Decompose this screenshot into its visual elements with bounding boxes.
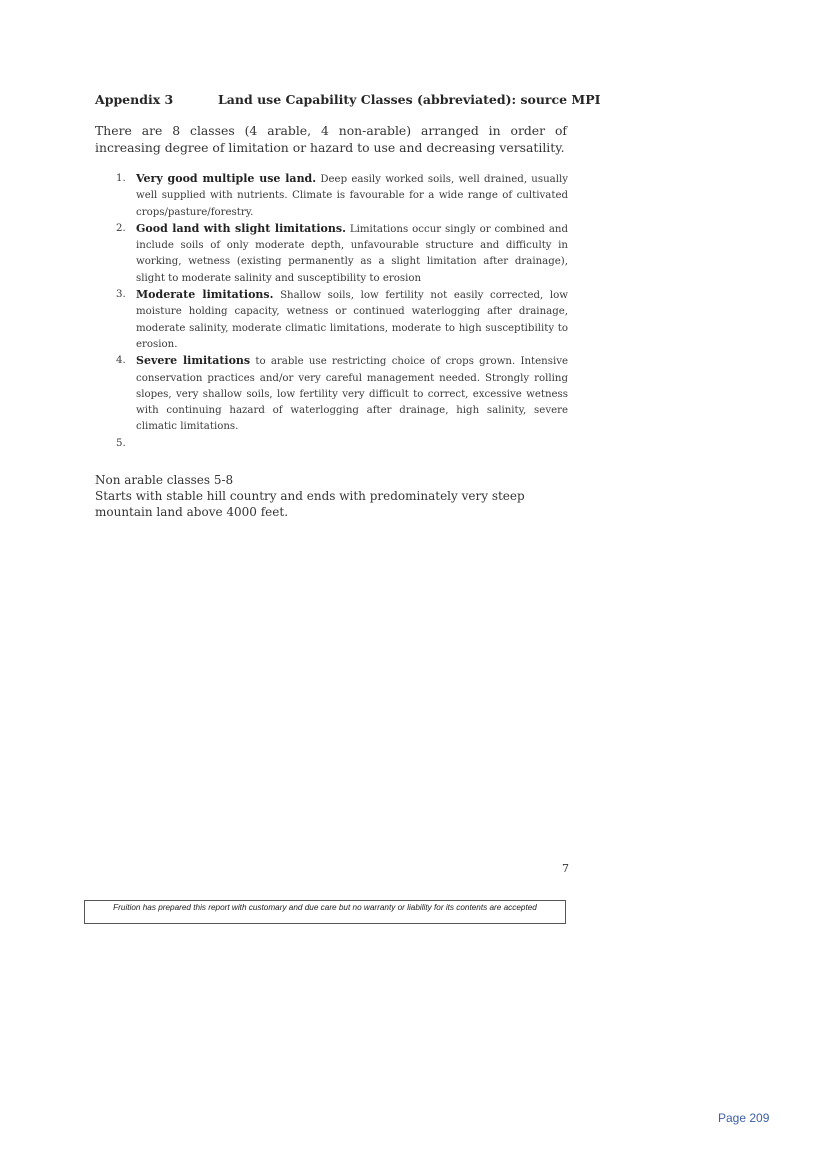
list-item-text: Limitations occur singly or combined and include soils of only moderate depth, unfavourable structure and difficulty in working, wetness (existing permanently as a slight limitation after drainage), slight to moderate salinity and susceptibility to erosion <box>136 223 568 284</box>
list-item-number: 4. <box>116 355 126 367</box>
list-item-text: Deep easily worked soils, well drained, usually well supplied with nutrients. Climate is favourable for a wide range of cultivated crops/pasture/forestry. <box>136 174 569 218</box>
appendix-title: Land use Capability Classes (abbreviated): source MPI <box>218 92 601 107</box>
list-item <box>110 221 568 287</box>
list-item-title: Severe limitations <box>136 354 251 368</box>
disclaimer-box: Fruition has prepared this report with customary and due care but no warranty or liability for its contents are accepted <box>84 900 566 924</box>
list-item-number: 2. <box>116 222 126 234</box>
capability-class-list <box>110 171 568 453</box>
appendix-heading <box>95 92 601 107</box>
non-arable-text: Starts with stable hill country and ends with predominately very steep mountain land above 4000 feet. <box>95 489 525 519</box>
document-page-number: 7 <box>562 862 569 875</box>
intro-paragraph: There are 8 classes (4 arable, 4 non-arable) arranged in order of increasing degree of limitation or hazard to use and decreasing versatility. <box>95 123 567 155</box>
list-item-number: 3. <box>116 289 126 301</box>
list-item-number: 5. <box>116 437 126 449</box>
list-item-number: 1. <box>116 173 126 184</box>
list-item-title: Very good multiple use land. <box>136 172 317 185</box>
list-item <box>110 171 568 221</box>
list-item <box>110 287 568 353</box>
non-arable-heading: Non arable classes 5-8 <box>95 473 234 487</box>
list-item <box>110 353 568 435</box>
list-item <box>110 436 568 453</box>
list-item-title: Moderate limitations. <box>136 288 274 302</box>
list-item-text: to arable use restricting choice of crops grown. Intensive conservation practices and/or very careful management needed. Strongly rolling slopes, very shallow soils, low fertility very difficult to correct, excessive wetness with continuing hazard of waterlogging after drainage, high salinity, severe climatic limitations. <box>136 356 568 433</box>
non-arable-section <box>95 472 567 520</box>
footer-page-number: Page 209 <box>718 1111 770 1125</box>
list-item-title: Good land with slight limitations. <box>136 221 346 235</box>
list-item-text: Shallow soils, low fertility not easily corrected, low moisture holding capacity, wetness or continued waterlogging after drainage, moderate salinity, moderate climatic limitations, moderate to high susceptibility to erosion. <box>136 290 568 350</box>
appendix-label: Appendix 3 <box>95 92 174 107</box>
